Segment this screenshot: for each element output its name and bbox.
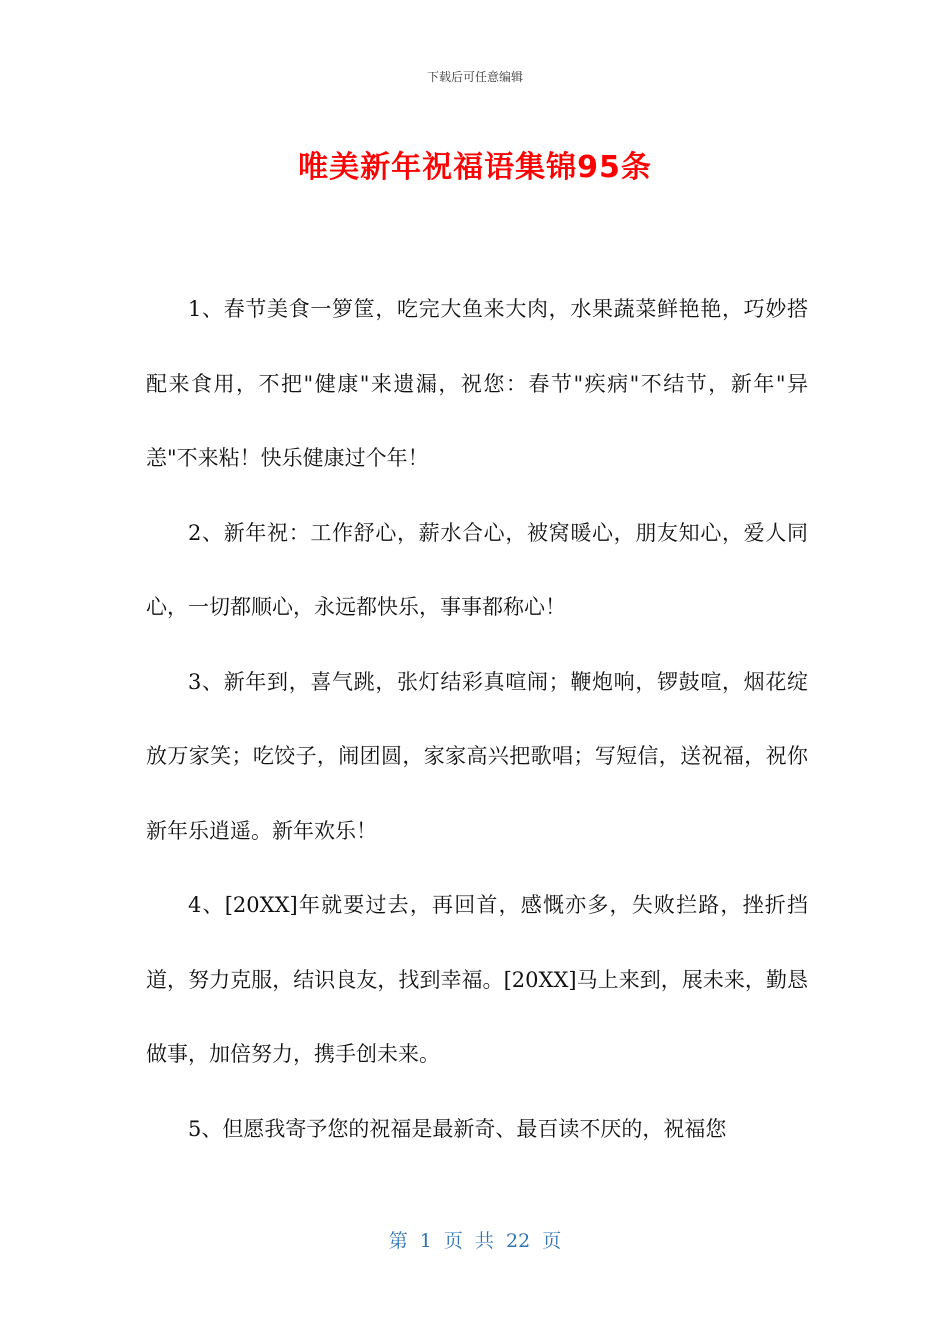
paragraph-3: 3、新年到，喜气跳，张灯结彩真喧闹；鞭炮响，锣鼓喧，烟花绽放万家笑；吃饺子，闹团圆，家家高兴把歌唱；写短信，送祝福，祝你新年乐逍遥。新年欢乐！ [146,669,808,843]
document-title: 唯美新年祝福语集锦95条 [298,150,652,185]
paragraph-4: 4、[20XX]年就要过去，再回首，感慨亦多，失败拦路，挫折挡道，努力克服，结识良友，找到幸福。[20XX]马上来到，展未来，勤恳做事，加倍努力，携手创未来。 [146,893,808,1066]
header-note: 下载后可任意编辑 [426,70,523,84]
document-body [146,272,808,1166]
paragraph-5: 5、但愿我寄予您的祝福是最新奇、最百读不厌的，祝福您 [188,1116,727,1141]
paragraph-1: 1、春节美食一箩筐，吃完大鱼来大肉，水果蔬菜鲜艳艳，巧妙搭配来食用，不把"健康"来遗漏，祝您：春节"疾病"不结节，新年"异恙"不来粘！快乐健康过个年！ [146,297,808,470]
paragraph-2: 2、新年祝：工作舒心，薪水合心，被窝暖心，朋友知心，爱人同心，一切都顺心，永远都快乐，事事都称心！ [146,520,808,619]
page-footer: 第 1 页 共 22 页 [388,1230,562,1252]
